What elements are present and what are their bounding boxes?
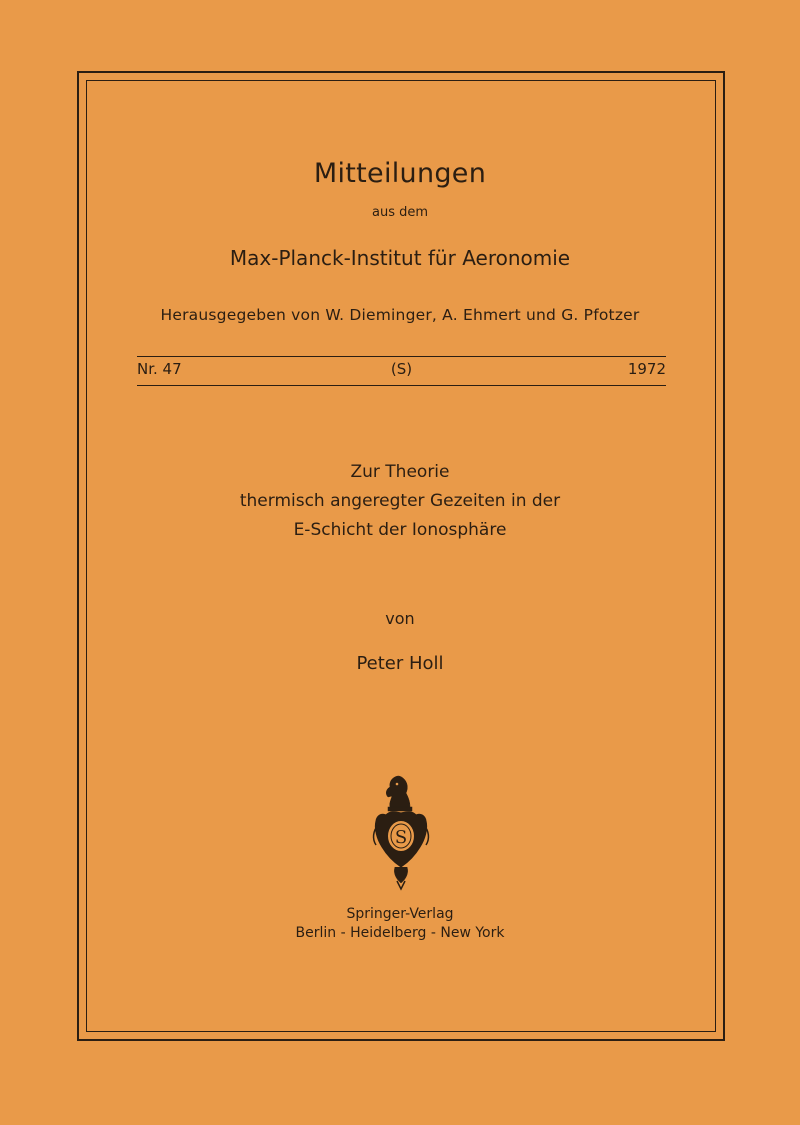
institute-name: Max-Planck-Institut für Aeronomie [229, 246, 571, 270]
editors-line: Herausgegeben von W. Dieminger, A. Ehmert und G. Pfotzer [160, 306, 640, 324]
by-label: von [385, 609, 415, 628]
publisher-cities: Berlin - Heidelberg - New York [295, 925, 505, 941]
divider-bottom [137, 385, 666, 386]
series-info-row [137, 360, 666, 380]
from-line: aus dem [371, 205, 429, 220]
author-name: Peter Holl [356, 653, 444, 674]
subject-line: E-Schicht der Ionosphäre [293, 520, 507, 540]
springer-knight-logo-icon [368, 773, 434, 891]
subject-line: thermisch angeregter Gezeiten in der [239, 491, 561, 511]
publication-year: 1972 [627, 360, 666, 378]
publisher-name: Springer-Verlag [346, 906, 454, 922]
svg-text:S: S [394, 827, 408, 848]
subject-line: Zur Theorie [350, 462, 450, 482]
series-section: (S) [390, 360, 413, 378]
series-number: Nr. 47 [137, 360, 182, 378]
series-title: Mitteilungen [313, 158, 487, 189]
divider-top [137, 356, 666, 357]
